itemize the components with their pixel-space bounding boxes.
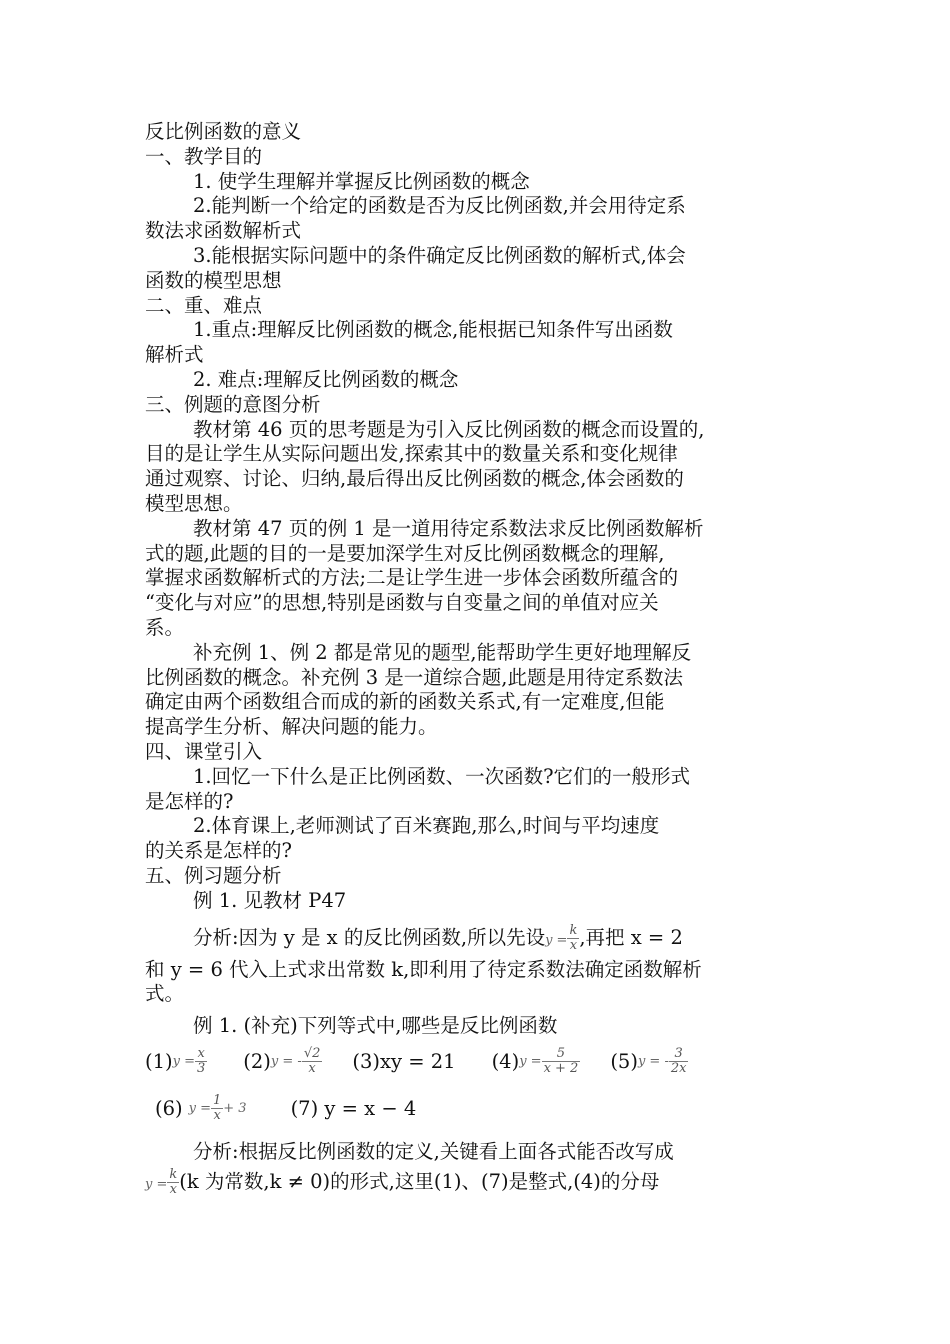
equation-1: (1) y = $\frac{x}{3}$	[145, 1046, 206, 1077]
s1-item-3b: 函数的模型思想	[145, 268, 282, 292]
analysis-1-pre: 分析:因为 y 是 x 的反比例函数,所以先设	[193, 925, 546, 949]
fraction-k-over-x: $\frac{k}{x}$	[569, 922, 578, 953]
document-body	[145, 120, 810, 1202]
s1-item-3a: 3.能根据实际问题中的条件确定反比例函数的解析式,体会	[193, 243, 686, 267]
s4-item-1a: 1.回忆一下什么是正比例函数、一次函数?它们的一般形式	[193, 764, 691, 788]
analysis-1c: 式。	[145, 982, 185, 1006]
section-2-heading: 二、重、难点	[145, 293, 263, 317]
s3-p3c: 确定由两个函数组合而成的新的函数关系式,有一定难度,但能	[145, 690, 665, 714]
s3-p1b: 目的是让学生从实际问题出发,探索其中的数量关系和变化规律	[145, 442, 678, 466]
equation-7: (7) y = x − 4	[290, 1097, 417, 1121]
s3-p2e: 系。	[145, 615, 185, 639]
section-5-heading: 五、例习题分析	[145, 863, 282, 887]
s1-item-2a: 2.能判断一个给定的函数是否为反比例函数,并会用待定系	[193, 194, 686, 218]
s4-item-1b: 是怎样的?	[145, 789, 234, 813]
s2-item-1a: 1.重点:理解反比例函数的概念,能根据已知条件写出函数	[193, 318, 673, 342]
example-supplement: 例 1. (补充)下列等式中,哪些是反比例函数	[193, 1014, 558, 1038]
s3-p2c: 掌握求函数解析式的方法;二是让学生进一步体会函数所蕴含的	[145, 566, 679, 590]
analysis-1-post: ,再把 x = 2	[579, 925, 683, 949]
example-1: 例 1. 见教材 P47	[193, 888, 347, 912]
s4-item-2a: 2.体育课上,老师测试了百米赛跑,那么,时间与平均速度	[193, 814, 660, 838]
s2-item-1b: 解析式	[145, 343, 204, 367]
equation-row-2	[145, 1085, 810, 1133]
y-equals: y =	[545, 932, 568, 948]
s1-item-2b: 数法求函数解析式	[145, 219, 302, 243]
s2-item-2: 2. 难点:理解反比例函数的概念	[193, 367, 459, 391]
s3-p1a: 教材第 46 页的思考题是为引入反比例函数的概念而设置的,	[193, 417, 705, 441]
s3-p2d: “变化与对应”的思想,特别是函数与自变量之间的单值对应关	[145, 591, 659, 615]
s4-item-2b: 的关系是怎样的?	[145, 839, 292, 863]
equation-6: (6) y = $\frac{1}{x}$ + 3	[155, 1093, 247, 1124]
section-4-heading: 四、课堂引入	[145, 739, 263, 763]
s3-p1c: 通过观察、讨论、归纳,最后得出反比例函数的概念,体会函数的	[145, 467, 684, 491]
fraction-k-over-x-2: $\frac{k}{x}$	[169, 1166, 178, 1197]
analysis-1b: 和 y = 6 代入上式求出常数 k,即利用了待定系数法确定函数解析	[145, 957, 702, 981]
section-3-heading: 三、例题的意图分析	[145, 392, 321, 416]
s3-p2a: 教材第 47 页的例 1 是一道用待定系数法求反比例函数解析	[193, 516, 704, 540]
s1-item-1: 1. 使学生理解并掌握反比例函数的概念	[193, 169, 530, 193]
section-1-heading: 一、教学目的	[145, 144, 263, 168]
analysis-2b: y = $\frac{k}{x}$ (k 为常数,k ≠ 0)的形式,这里(1)、(7)是整式,(4)的分母	[145, 1166, 660, 1197]
s3-p1d: 模型思想。	[145, 491, 243, 515]
doc-title: 反比例函数的意义	[145, 120, 302, 143]
equation-3: (3)xy = 21	[352, 1050, 456, 1074]
equation-5: (5) y = - $\frac{3}{2x}$	[610, 1046, 687, 1077]
s3-p3b: 比例函数的概念。补充例 3 是一道综合题,此题是用待定系数法	[145, 665, 684, 689]
equation-2: (2) y = - $\frac{√2}{x}$	[243, 1046, 321, 1077]
analysis-1a	[145, 921, 810, 958]
s3-p2b: 式的题,此题的目的一是要加深学生对反比例函数概念的理解,	[145, 541, 665, 565]
analysis-2a: 分析:根据反比例函数的定义,关键看上面各式能否改写成	[193, 1139, 674, 1163]
equation-4: (4) y = $\frac{5}{x + 2}$	[491, 1046, 579, 1077]
s3-p3a: 补充例 1、例 2 都是常见的题型,能帮助学生更好地理解反	[193, 640, 692, 664]
equation-row-1	[145, 1039, 810, 1085]
s3-p3d: 提高学生分析、解决问题的能力。	[145, 715, 438, 739]
